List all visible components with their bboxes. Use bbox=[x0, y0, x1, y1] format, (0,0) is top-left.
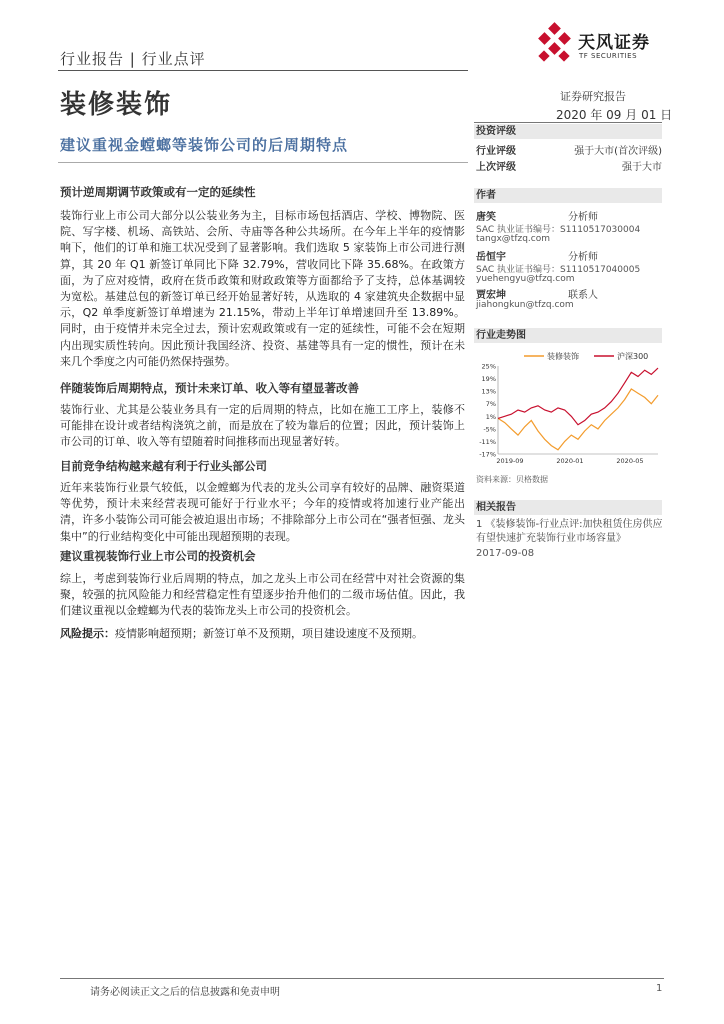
page-number: 1 bbox=[656, 983, 663, 994]
section-paragraph bbox=[60, 208, 465, 370]
report-kind: 证券研究报告 bbox=[560, 90, 626, 103]
rating-key: 上次评级 bbox=[476, 162, 516, 173]
related-report-link[interactable]: 1 《装修装饰-行业点评:加快租赁住房供应有望快速扩充装饰行业市场容量》 bbox=[476, 519, 663, 544]
rating-row bbox=[476, 158, 662, 172]
x-tick-label: 2020-05 bbox=[616, 457, 644, 465]
sidebar-divider bbox=[474, 122, 662, 123]
x-tick-label: 2020-01 bbox=[556, 457, 584, 465]
logo-mark-icon bbox=[536, 22, 576, 68]
section-title: 预计逆周期调节政策或有一定的延续性 bbox=[60, 185, 256, 199]
report-headline: 建议重视金螳螂等装饰公司的后周期特点 bbox=[60, 136, 349, 154]
y-tick-label: 19% bbox=[481, 375, 496, 384]
author-email[interactable]: jiahongkun@tfzq.com bbox=[476, 300, 574, 310]
headline-divider bbox=[58, 162, 468, 163]
risk-label: 风险提示： bbox=[60, 627, 115, 640]
related-section-label: 相关报告 bbox=[474, 500, 662, 515]
author-role: 分析师 bbox=[568, 212, 598, 223]
footer-disclaimer: 请务必阅读正文之后的信息披露和免责申明 bbox=[90, 987, 280, 998]
paragraph-text: 综上，考虑到装饰行业后周期的特点，加之龙头上市公司在经营中对社会资源的集聚，较强的抗风险能力和经营稳定性有望逐步抬升他们的二级市场估值。因此，我们建议重视以金螳螂为代表的装饰龙头上市公司的投资机会。 bbox=[60, 572, 465, 618]
rating-section-label: 投资评级 bbox=[474, 124, 662, 139]
authors-section-label: 作者 bbox=[474, 188, 662, 203]
section-title: 伴随装饰后周期特点，预计未来订单、收入等有望显著改善 bbox=[60, 381, 359, 395]
company-logo bbox=[536, 22, 686, 72]
chart-source: 资料来源：贝格数据 bbox=[476, 475, 548, 484]
rating-value: 强于大市(首次评级) bbox=[574, 146, 662, 157]
section-title: 目前竞争结构越来越有利于行业头部公司 bbox=[60, 459, 267, 473]
trend-chart-svg bbox=[474, 350, 662, 470]
series-line-2 bbox=[498, 368, 658, 425]
y-tick-label: 13% bbox=[481, 387, 496, 396]
author-cert: SAC 执业证书编号：S1110517040005 bbox=[476, 265, 641, 275]
section-paragraph bbox=[60, 402, 465, 451]
y-tick-label: -5% bbox=[483, 425, 496, 434]
y-tick-label: -11% bbox=[479, 437, 496, 446]
trend-chart bbox=[474, 350, 662, 470]
series-line-1 bbox=[498, 389, 658, 450]
paragraph-text: 装饰行业、尤其是公装业务具有一定的后周期的特点，比如在施工工序上，装修不可能排在设计或者结构浇筑之前，而是放在了较为靠后的位置；因此，预计装饰上市公司的订单、收入等有望随着时间推移而出现显著好转。 bbox=[60, 403, 465, 449]
logo-text-en: TF SECURITIES bbox=[579, 52, 638, 60]
y-tick-label: 1% bbox=[485, 412, 496, 421]
risk-paragraph bbox=[60, 626, 465, 642]
author-name: 贾宏坤 bbox=[476, 290, 506, 301]
header-divider bbox=[58, 70, 468, 71]
legend-label: 装修装饰 bbox=[547, 352, 579, 361]
y-tick-label: -17% bbox=[479, 450, 496, 459]
sector-title: 装修装饰 bbox=[60, 90, 173, 120]
logo-text-cn: 天风证券 bbox=[578, 33, 650, 53]
y-tick-label: 25% bbox=[481, 362, 496, 371]
author-name: 唐笑 bbox=[476, 212, 496, 223]
trend-section-label: 行业走势图 bbox=[474, 328, 662, 343]
section-title: 建议重视装饰行业上市公司的投资机会 bbox=[60, 549, 256, 563]
legend-label: 沪深300 bbox=[617, 352, 649, 361]
related-report-date: 2017-09-08 bbox=[476, 548, 535, 559]
author-name: 岳恒宇 bbox=[476, 252, 506, 263]
author-email[interactable]: tangx@tfzq.com bbox=[476, 234, 551, 244]
author-role: 分析师 bbox=[568, 252, 598, 263]
paragraph-text: 近年来装饰行业景气较低，以金螳螂为代表的龙头公司享有较好的品牌、融资渠道等优势，预计未来经营表现可能好于行业水平；今年的疫情或将加速行业产能出清，许多小装饰公司可能会被迫退出市场；不排除部分上市公司在“强者恒强、龙头集中”的行业结构变化中可能出现超预期的表现。 bbox=[60, 481, 465, 543]
paragraph-text: 装饰行业上市公司大部分以公装业务为主，目标市场包括酒店、学校、博物院、医院、写字楼、机场、高铁站、会所、寺庙等各种公共场所。在今年上半年的疫情影响下，他们的订单和施工状况受到了显著影响。我们选取 5 家装饰上市公司进行测算，其 20 年 Q1 新签订单同比下降 32.79%，营收同比下降 35.68%。在政策方面，为了应对疫情，政府在货币政策和财政政策等方面都给予了支持，总体基调较为宽松。基建总包的新签订单已经开始显著好转，从选取的 4 家建筑央企数据中显示，Q2 单季度新签订单增速为 21.15%，带动上半年订单增速回升至 13.89%。同时，由于疫情并未完全过去，预计宏观政策或有一定的延续性，可能不会在短期内出现实质性转向。因此预计我国经济、投资、基建等具有一定的惯性，预计在未来几个季度之内可能仍然保持强势。 bbox=[60, 209, 465, 368]
x-tick-label: 2019-09 bbox=[496, 457, 524, 465]
doc-type: 行业报告 | 行业点评 bbox=[60, 50, 206, 68]
author-cert: SAC 执业证书编号：S1110517030004 bbox=[476, 225, 641, 235]
author-email[interactable]: yuehengyu@tfzq.com bbox=[476, 274, 575, 284]
y-tick-label: 7% bbox=[485, 400, 496, 409]
rating-row bbox=[476, 142, 662, 156]
section-paragraph bbox=[60, 571, 465, 620]
report-date: 2020 年 09 月 01 日 bbox=[556, 108, 673, 122]
rating-value: 强于大市 bbox=[622, 162, 662, 173]
author-role: 联系人 bbox=[568, 290, 598, 301]
footer-divider bbox=[60, 978, 664, 979]
risk-text: 疫情影响超预期；新签订单不及预期，项目建设速度不及预期。 bbox=[115, 627, 423, 640]
section-paragraph bbox=[60, 480, 465, 545]
rating-key: 行业评级 bbox=[476, 146, 516, 157]
